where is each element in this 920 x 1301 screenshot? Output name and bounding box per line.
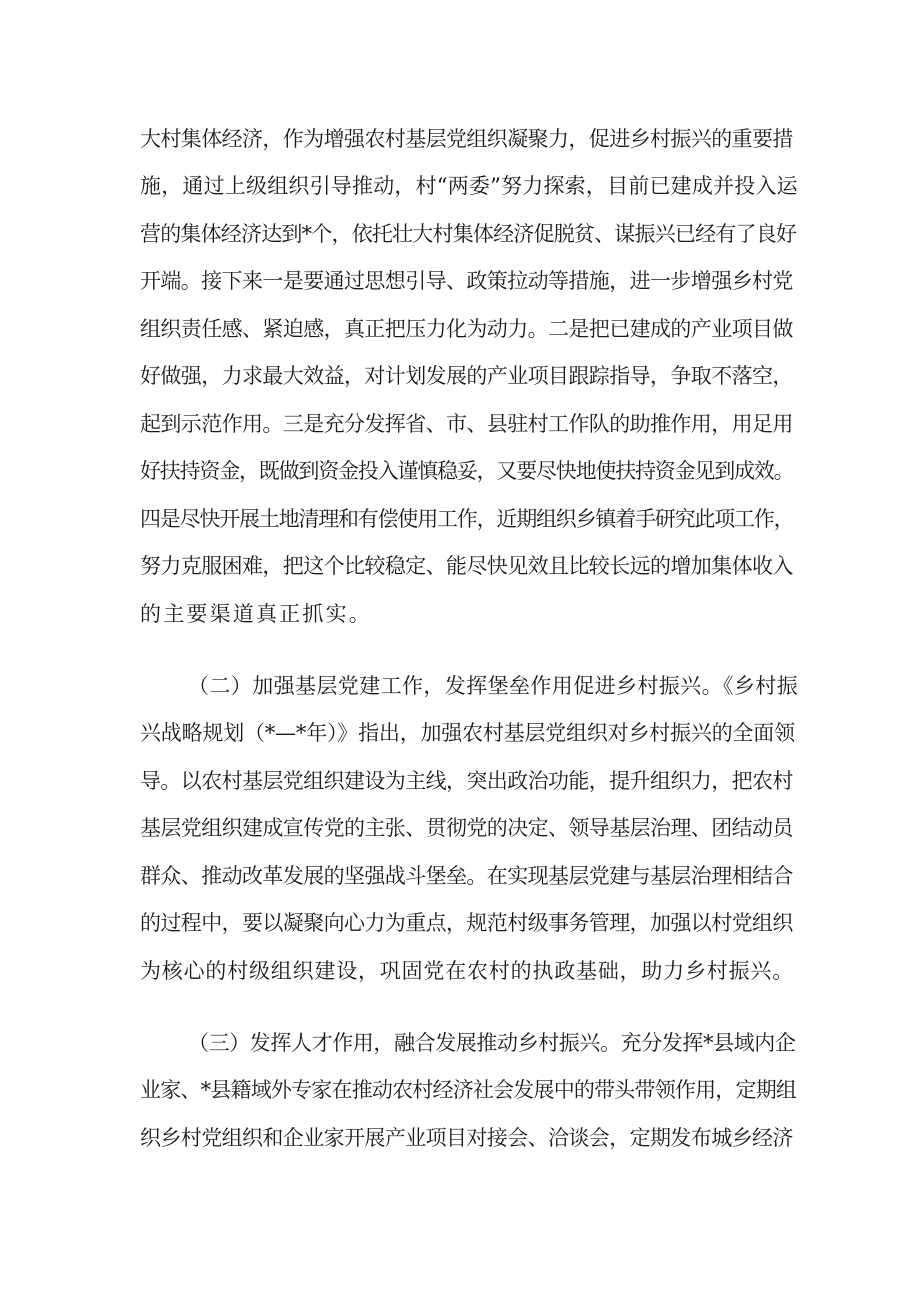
paragraph-line: 群众、推动改革发展的坚强战斗堡垒。在实现基层党建与基层治理相结合 [140,864,793,888]
paragraph-line: 兴战略规划（*—*年）》指出，加强农村基层党组织对乡村振兴的全面领 [140,721,795,745]
paragraph-line: （三）发挥人才作用，融合发展推动乡村振兴。充分发挥*县域内企 [188,1031,796,1055]
paragraph-line: 织乡村党组织和企业家开展产业项目对接会、洽谈会，定期发布城乡经济 [140,1126,793,1150]
paragraph-line: 组织责任感、紧迫感，真正把压力化为动力。二是把已建成的产业项目做 [140,317,793,341]
paragraph-line: 施，通过上级组织引导推动，村“两委”努力探索，目前已建成并投入运 [140,174,798,198]
paragraph-line: 大村集体经济，作为增强农村基层党组织凝聚力，促进乡村振兴的重要措 [140,127,793,151]
paragraph-line: 的主要渠道真正抓实。 [140,602,372,626]
paragraph-line: 起到示范作用。三是充分发挥省、市、县驻村工作队的助推作用，用足用 [140,412,793,436]
paragraph-line: 基层党组织建成宣传党的主张、贯彻党的决定、领导基层治理、团结动员 [140,816,793,840]
paragraph-line: 业家、*县籍域外专家在推动农村经济社会发展中的带头带领作用，定期组 [140,1078,797,1102]
paragraph-line: 四是尽快开展土地清理和有偿使用工作，近期组织乡镇着手研究此项工作， [140,507,794,531]
paragraph-line: 好扶持资金，既做到资金投入谨慎稳妥，又要尽快地使扶持资金见到成效。 [140,459,794,483]
paragraph-line: 的过程中，要以凝聚向心力为重点，规范村级事务管理，加强以村党组织 [140,911,793,935]
paragraph-line: 为核心的村级组织建设，巩固党在农村的执政基础，助力乡村振兴。 [140,959,794,983]
paragraph-line: 开端。接下来一是要通过思想引导、政策拉动等措施，进一步增强乡村党 [140,269,793,293]
paragraph-line: （二）加强基层党建工作，发挥堡垒作用促进乡村振兴。《乡村振 [188,674,799,698]
paragraph-line: 努力克服困难，把这个比较稳定、能尽快见效且比较长远的增加集体收入 [140,554,793,578]
paragraph-line: 导。以农村基层党组织建设为主线，突出政治功能，提升组织力，把农村 [140,769,793,793]
paragraph-line: 好做强，力求最大效益，对计划发展的产业项目跟踪指导，争取不落空， [140,364,793,388]
paragraph-line: 营的集体经济达到*个，依托壮大村集体经济促脱贫、谋振兴已经有了良好 [140,222,797,246]
